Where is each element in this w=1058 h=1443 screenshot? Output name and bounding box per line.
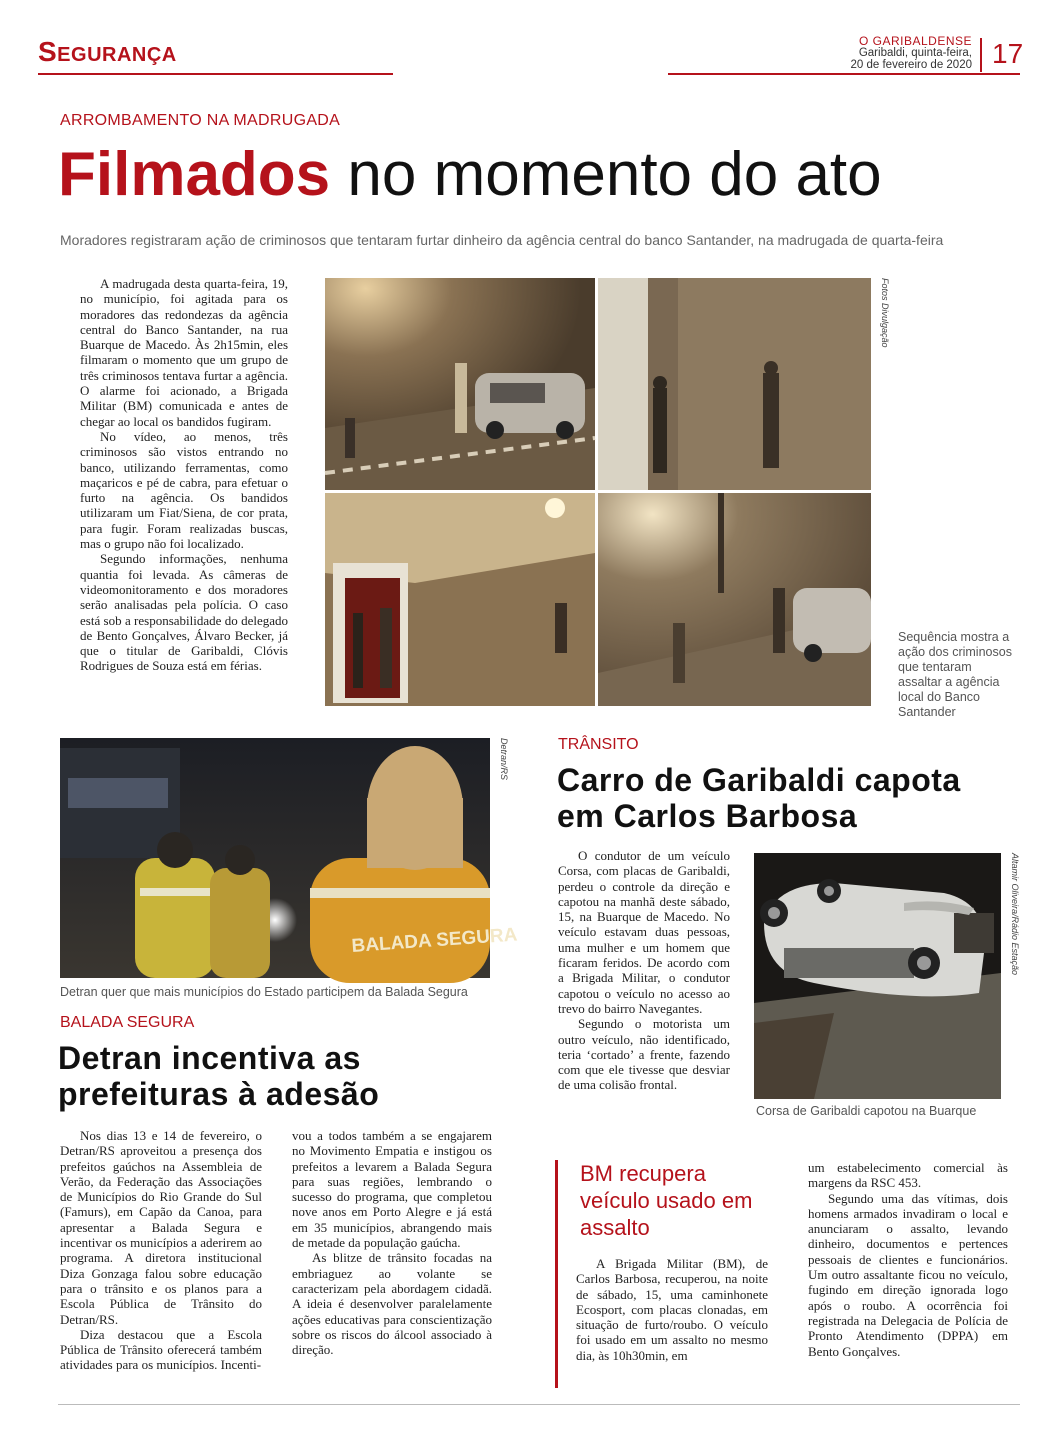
main-story-headline (58, 135, 882, 215)
paragraph: Segundo informações, nenhuma quantia foi levada. As câmeras de videomonitoramento e dos moradores serão analisadas pela polícia. O caso está sob a responsabilidade do delegado de Bento Gonçalves, Álvaro Becker, já que o titular de Garibaldi, Clóvis Rodrigues de Souza está em férias. (80, 551, 288, 674)
detran-photo-credit: Detran/RS (499, 738, 509, 781)
paragraph: As blitze de trânsito focadas na embriaguez ao volante se caracterizam pela abordagem cidadã. A ideia é desenvolver paralelamente ações educativas para conscientização sobre os riscos do álcool associado à direção. (292, 1250, 492, 1358)
paragraph: Diza destacou que a Escola Pública de Trânsito oferecerá também atividades para os municípios. Incenti- (60, 1326, 262, 1373)
surveillance-photo-grid (325, 278, 871, 706)
main-story-subhead: Moradores registraram ação de criminosos que tentaram furtar dinheiro da agência central do banco Santander, na madrugada de quarta-feira (60, 232, 944, 248)
transito-headline: Carro de Garibaldi capota em Carlos Barbosa (557, 762, 961, 834)
header-rule-right (668, 73, 1020, 75)
overturned-car-photo (754, 853, 1001, 1099)
paragraph: Segundo uma das vítimas, dois homens armados invadiram o local e anunciaram o assalto, levando dinheiro, documentos e pertences pessoais de clientes e funcionários. Um outro assaltante ficou no veículo, fugindo em direção ignorada logo após o roubo. A ocorrência foi registrada na Delegacia de Polícia de Pronto Atendimento (DPPA) em Bento Gonçalves. (808, 1190, 1008, 1359)
transito-body (558, 848, 730, 1093)
car-photo-credit: Altamir Oliveira/Rádio Estação (1010, 853, 1020, 976)
detran-kicker: BALADA SEGURA (60, 1014, 195, 1031)
edition-date-line2: 20 de fevereiro de 2020 (850, 59, 972, 71)
footer-rule (58, 1404, 1020, 1405)
newspaper-name: O GARIBALDENSE (858, 34, 972, 48)
detran-photo-caption: Detran quer que mais municípios do Estado participem da Balada Segura (60, 985, 468, 999)
headline-highlight: Filmados (58, 140, 331, 209)
transito-kicker: TRÂNSITO (558, 736, 639, 753)
header-rule-left (38, 73, 393, 75)
paragraph: No vídeo, ao menos, três criminosos são vistos entrando no banco, utilizando ferramentas, como maçaricos e pé de cabra, para efetuar o furto na agência. Os bandidos utilizaram um Fiat/Siena, de cor prata, para fugir. Foram realizadas buscas, mas o grupo não foi localizado. (80, 428, 288, 552)
paragraph: Nos dias 13 e 14 de fevereiro, o Detran/RS aproveitou a presença dos prefeitos gaúchos na Assembleia de Verão, da Federação das Associações de Municípios do Rio Grande do Sul (Famurs), em Capão da Canoa, para apresentar a Balada Segura e incentivar os municípios a aderirem ao programa. A diretora institucional Diza Gonzaga falou sobre educação para o trânsito e os planos para a Escola Pública de Trânsito do Detran/RS. (60, 1128, 262, 1327)
edition-date-line1: Garibaldi, quinta-feira, (858, 47, 972, 59)
paragraph: um estabelecimento comercial às margens da RSC 453. (808, 1160, 1008, 1191)
main-photo-caption: Sequência mostra a ação dos criminosos que tentaram assaltar a agência local do Banco Santander (898, 630, 1012, 719)
cctv-frame-4 (598, 493, 871, 706)
cctv-frame-3 (325, 493, 595, 706)
bm-column-2 (808, 1160, 1008, 1359)
bm-headline: BM recupera veículo usado em assalto (580, 1161, 753, 1240)
page-number: 17 (992, 38, 1024, 69)
paragraph: A Brigada Militar (BM), de Carlos Barbosa, recuperou, na noite de sábado, 15, uma caminhonete Ecosport, com placas clonadas, em situação de furto/roubo. O veículo foi usado em um assalto no mesmo dia, às 10h30min, em (576, 1256, 768, 1363)
bm-accent-bar (555, 1160, 558, 1388)
detran-column-2 (292, 1128, 492, 1357)
paragraph: A madrugada desta quarta-feira, 19, no município, foi agitada para os moradores das redondezas da agência central do Banco Santander, na rua Buarque de Macedo. Às 2h15min, eles filmaram o momento que um grupo de três criminosos tentava furtar a agência. O alarme foi acionado, a Brigada Militar (BM) comunicada e antes de chegar ao local os bandidos fugiram. (80, 276, 288, 429)
vest-text: BALADA SEGURA (350, 924, 519, 957)
headline-rest: no momento do ato (330, 140, 882, 209)
main-story-body (80, 276, 288, 674)
section-title: Segurança (38, 36, 177, 67)
detran-headline: Detran incentiva as prefeituras à adesão (58, 1040, 380, 1112)
car-photo-caption: Corsa de Garibaldi capotou na Buarque (756, 1104, 977, 1118)
edition-date (772, 47, 972, 71)
page-number-separator (980, 38, 982, 72)
main-photo-credit: Fotos Divulgação (880, 278, 890, 348)
paragraph: vou a todos também a se engajarem no Movimento Empatia e instigou os prefeitos a levarem a Balada Segura para suas regiões, lembrando o sucesso do programa, que completou nove anos em Porto Alegre e já está em 35 municípios, abrangendo mais de metade da população gaúcha. (292, 1128, 492, 1251)
main-story-kicker: ARROMBAMENTO NA MADRUGADA (60, 112, 341, 129)
cctv-frame-2 (598, 278, 871, 490)
bm-column-1 (576, 1256, 768, 1363)
paragraph: O condutor de um veículo Corsa, com placas de Garibaldi, perdeu o controle da direção e capotou na manhã deste sábado, 15, na Buarque de Macedo. No veículo estavam duas pessoas, uma mulher e um homem que ficaram feridos. De acordo com a Brigada Militar, o condutor capotou o veículo no acesso ao trevo do bairro Navegantes. (558, 848, 730, 1016)
paragraph: Segundo o motorista um outro veículo, não identificado, teria ‘cortado’ a frente, fazendo com que ele tivesse que desviar de uma colisão frontal. (558, 1016, 730, 1093)
detran-column-1 (60, 1128, 262, 1373)
cctv-frame-1 (325, 278, 595, 490)
